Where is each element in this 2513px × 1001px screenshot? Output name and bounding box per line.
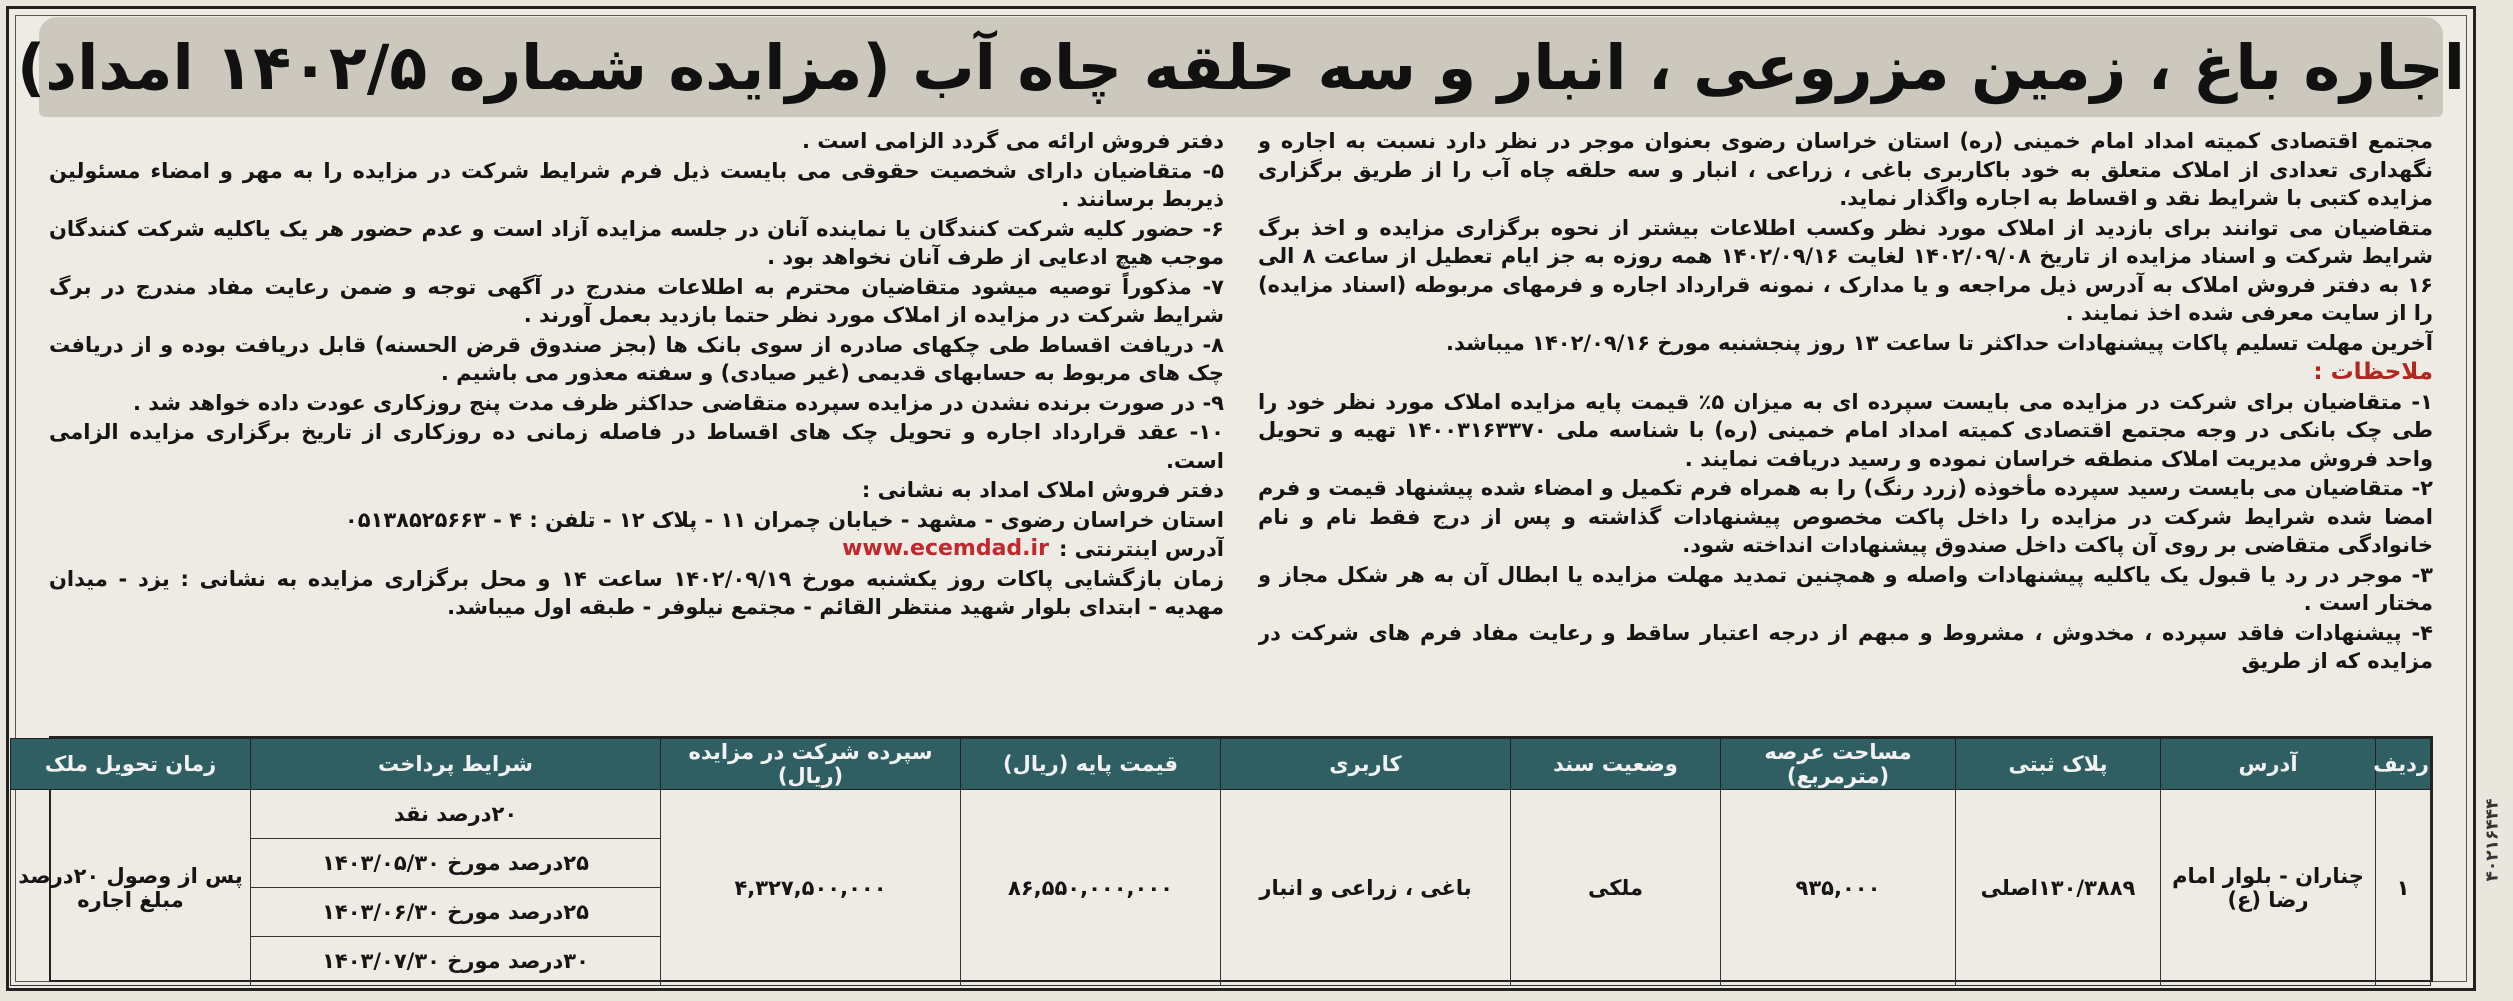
note-8: ۸- دریافت اقساط طی چکهای صادره از سوی بانک ها (بجز صندوق قرض الحسنه) قابل دریافت بوده و از دریافت چک های مربوط به حسابهای قدیمی (غیر صیادی) و سفته معذور می باشیم . [49, 332, 1224, 385]
office-address: استان خراسان رضوی - مشهد - خیابان چمران ۱۱ - پلاک ۱۲ - تلفن : ۴ - ۰۵۱۳۸۵۲۵۶۶۳ [344, 507, 1224, 532]
table-row [11, 790, 2431, 839]
office-label: دفتر فروش املاک امداد به نشانی : [861, 478, 1224, 502]
note-4: ۴- پیشنهادات فاقد سپرده ، مخدوش ، مشروط و مبهم از درجه اعتبار ساقط و رعایت مفاد فرم های شرکت در مزایده که از طریق [1258, 620, 2433, 673]
website-line [49, 535, 1224, 564]
cell-payment-4: ۳۰درصد مورخ ۱۴۰۳/۰۷/۳۰ [251, 937, 661, 986]
left-column [49, 127, 1224, 727]
intro-paragraph: مجتمع اقتصادی کمیته امداد امام خمینی (ره) استان خراسان رضوی بعنوان موجر در نظر دارد نسبت به اجاره و نگهداری تعدادی از املاک متعلق به خود باکاربری باغی ، زراعی ، انبار و سه حلقه چاه آب را از طریق برگزاری مزایده کتبی با شرایط نقد و اقساط به اجاره واگذار نماید. [1258, 129, 2433, 210]
deadline-paragraph: آخرین مهلت تسلیم پاکات پیشنهادات حداکثر تا ساعت ۱۳ روز پنجشنبه مورخ ۱۴۰۲/۰۹/۱۶ میباشد. [1446, 330, 2433, 355]
website-label: آدرس اینترنتی : [1058, 537, 1224, 561]
note-6: ۶- حضور کلیه شرکت کنندگان یا نماینده آنان در جلسه مزایده آزاد است و عدم حضور هر یک یاکلیه شرکت کنندگان موجب هیچ ادعایی از طرف آنان نخواهد بود . [49, 216, 1224, 269]
header-payment: شرایط پرداخت [251, 739, 661, 790]
note-9: ۹- در صورت برنده نشدن در مزایده سپرده متقاضی حداکثر ظرف مدت پنج روزکاری عودت داده خواهد شد . [133, 390, 1224, 415]
property-table [10, 738, 2431, 986]
table-header-row [11, 739, 2431, 790]
cell-usage: باغی ، زراعی و انبار [1221, 790, 1511, 986]
body-text [49, 127, 2433, 727]
right-column [1258, 127, 2433, 727]
header-area: مساحت عرصه (مترمربع) [1721, 739, 1956, 790]
cell-base-price: ۸۶,۵۵۰,۰۰۰,۰۰۰ [961, 790, 1221, 986]
title-banner [16, 17, 2466, 117]
cell-address: چناران - بلوار امام رضا (ع) [2161, 790, 2376, 986]
property-table-wrapper [18, 736, 2433, 982]
visit-paragraph: متقاضیان می توانند برای بازدید از املاک مورد نظر وکسب اطلاعات بیشتر از نحوه برگزاری مزایده و اخذ برگ شرایط شرکت و اسناد مزایده از تاریخ ۱۴۰۲/۰۹/۰۸ لغایت ۱۴۰۲/۰۹/۱۶ همه روزه به جز ایام تعطیل از ساعت ۸ الی ۱۶ به دفتر فروش املاک به آدرس ذیل مراجعه و یا مدارک ، نمونه قرارداد اجاره و فرمهای مربوطه (اسناد مزایده) را از سایت معرفی شده اخذ نمایند . [1258, 215, 2433, 325]
header-base-price: قیمت پایه (ریال) [961, 739, 1221, 790]
cell-payment-1: ۲۰درصد نقد [251, 790, 661, 839]
website-link[interactable]: www.ecemdad.ir [842, 536, 1049, 561]
cell-delivery: پس از وصول ۲۰درصد مبلغ اجاره [11, 790, 251, 986]
ad-title: اجاره باغ ، زمین مزروعی ، انبار و سه حلقه چاه آب (مزایده شماره ۱۴۰۲/۵ امداد) [16, 30, 2466, 104]
note-4-continued: دفتر فروش ارائه می گردد الزامی است . [801, 129, 1224, 153]
header-deed: وضعیت سند [1511, 739, 1721, 790]
cell-area: ۹۳۵,۰۰۰ [1721, 790, 1956, 986]
cell-payment-3: ۲۵درصد مورخ ۱۴۰۳/۰۶/۳۰ [251, 888, 661, 937]
cell-deed: ملکی [1511, 790, 1721, 986]
header-address: آدرس [2161, 739, 2376, 790]
cell-deposit: ۴,۳۲۷,۵۰۰,۰۰۰ [661, 790, 961, 986]
note-2: ۲- متقاضیان می بایست رسید سپرده مأخوذه (زرد رنگ) را به همراه فرم تکمیل و امضاء شده پیشنهاد قیمت و فرم امضا شده شرایط شرکت در مزایده را داخل پاکت مخصوص پیشنهادات گذاشته و پس از درج فقط نام و نام خانوادگی متقاضی بر روی آن پاکت داخل صندوق پیشنهادات انداخته شود. [1258, 476, 2433, 557]
opening-paragraph: زمان بازگشایی پاکات روز یکشنبه مورخ ۱۴۰۲/۰۹/۱۹ ساعت ۱۴ و محل برگزاری مزایده به نشانی : یزد - میدان مهدیه - ابتدای بلوار شهید منتظر القائم - مجتمع نیلوفر - طبقه اول میباشد. [49, 566, 1224, 619]
ad-frame [6, 6, 2476, 991]
side-code-text: ۴۰۲۱۶۴۴۴ [2482, 798, 2503, 882]
header-index: ردیف [2376, 739, 2431, 790]
cell-payment-2: ۲۵درصد مورخ ۱۴۰۳/۰۵/۳۰ [251, 839, 661, 888]
note-1: ۱- متقاضیان برای شرکت در مزایده می بایست سپرده ای به میزان ۵٪ قیمت پایه مزایده املاک مورد نظر خود را طی چک بانکی در وجه مجتمع اقتصادی کمیته امداد امام خمینی (ره) با شناسه ملی ۱۴۰۰۳۱۶۳۳۷۰ تهیه و تحویل واحد فروش مدیریت املاک منطقه خراسان نموده و رسید دریافت نمایند . [1258, 389, 2433, 471]
note-5: ۵- متقاضیان دارای شخصیت حقوقی می بایست ذیل فرم شرایط شرکت در مزایده را به مهر و امضاء مسئولین ذیربط برسانند . [49, 158, 1224, 211]
note-7: ۷- مذکوراً توصیه میشود متقاضیان محترم به اطلاعات مندرج در آگهی توجه و ضمن رعایت مفاد مندرج در برگ شرایط شرکت در مزایده از املاک مورد نظر حتما بازدید بعمل آورند . [49, 274, 1224, 327]
header-delivery: زمان تحویل ملک [11, 739, 251, 790]
header-plaque: پلاک ثبتی [1956, 739, 2161, 790]
header-usage: کاربری [1221, 739, 1511, 790]
notes-heading: ملاحظات : [2313, 359, 2433, 385]
cell-index: ۱ [2376, 790, 2431, 986]
side-reference-code [2479, 700, 2507, 980]
note-3: ۳- موجر در رد یا قبول یک یاکلیه پیشنهادات واصله و همچنین تمدید مهلت مزایده یا ابطال آن به هر شکل مجاز و مختار است . [1258, 562, 2433, 615]
cell-plaque: ۱۳۰/۳۸۸۹اصلی [1956, 790, 2161, 986]
header-deposit: سپرده شرکت در مزایده (ریال) [661, 739, 961, 790]
note-10: ۱۰- عقد قرارداد اجاره و تحویل چک های اقساط در فاصله زمانی ده روزکاری از تاریخ برگزاری مزایده الزامی است. [49, 420, 1224, 473]
